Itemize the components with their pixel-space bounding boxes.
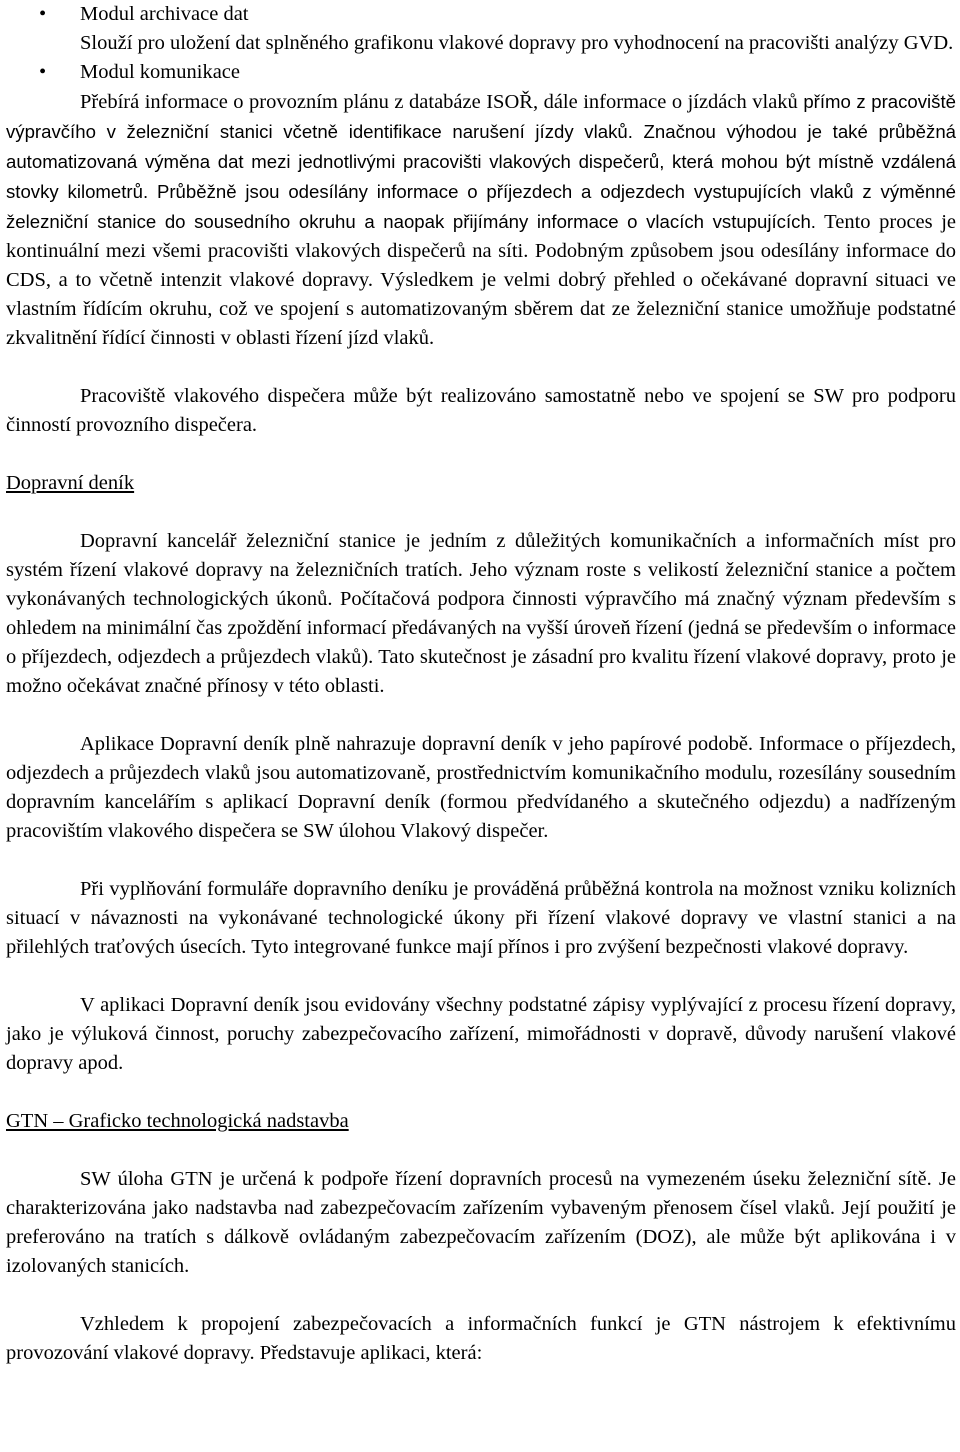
list-item-archive bbox=[6, 0, 956, 29]
section-heading-dopravni-denik: Dopravní deník bbox=[6, 472, 135, 494]
paragraph: SW úloha GTN je určená k podpoře řízení dopravních procesů na vymezeném úseku železniční sítě. Je charakterizována jako nadstavba nad zabezpečovacím zařízením vybaveným přenosem čísel vlaků. Její použití je preferováno na tratích s dálkově ovládaným zabezpečovacím zařízením (DOZ), ale může být aplikována i v izolovaných stanicích. bbox=[6, 1168, 956, 1277]
bullet-icon: • bbox=[39, 61, 47, 83]
list-item-title: Modul komunikace bbox=[80, 61, 240, 83]
paragraph: Dopravní kancelář železniční stanice je jedním z důležitých komunikačních a informačních míst pro systém řízení vlakové dopravy na železničních tratích. Jeho význam roste s velikostí železniční stanice a počtem vykonávaných technologických úkonů. Počítačová podpora činnosti výpravčího má značný význam především s ohledem na minimální čas zpoždění informací předávaných na vyšší úroveň řízení (jedná se především o informace o příjezdech, odjezdech a průjezdech vlaků). Tato skutečnost je zásadní pro kvalitu řízení vlakové dopravy, proto je možno očekávat značné přínosy v této oblasti. bbox=[6, 530, 956, 697]
list-item-title: Modul archivace dat bbox=[80, 3, 249, 25]
dispatcher-note: Pracoviště vlakového dispečera může být realizováno samostatně nebo ve spojení se SW pro podporu činností provozního dispečera. bbox=[6, 385, 956, 436]
communication-description-tail: Tento proces je kontinuální mezi všemi pracovišti vlakových dispečerů na síti. Podobným způsobem jsou odesílány informace do CDS, a to včetně intenzit vlakové dopravy. Výsledkem je velmi dobrý přehled o očekávané dopravní situaci ve vlastním řídícím okruhu, což ve spojení s automatizovaným sběrem dat ze železniční stanice umožňuje podstatné zkvalitnění řídící činnosti v oblasti řízení jízd vlaků. bbox=[6, 211, 956, 349]
paragraph: Při vyplňování formuláře dopravního deníku je prováděná průběžná kontrola na možnost vzniku kolizních situací v návaznosti na vykonávané technologické úkony při řízení vlakové dopravy ve vlastní stanici a na přilehlých traťových úsecích. Tyto integrované funkce mají přínos i pro zvýšení bezpečnosti vlakové dopravy. bbox=[6, 878, 956, 958]
document-page bbox=[6, 0, 956, 1368]
communication-description-serif: Přebírá informace o provozním plánu z databáze ISOŘ, dále informace o jízdách vlaků bbox=[80, 91, 798, 113]
paragraph: Aplikace Dopravní deník plně nahrazuje dopravní deník v jeho papírové podobě. Informace o příjezdech, odjezdech a průjezdech vlaků jsou automatizovaně, prostřednictvím komunikačního modulu, rozesílány sousedním dopravním kancelářím s aplikací Dopravní deník (formou předvídaného a skutečného odjezdu) a nadřízeným pracovištím vlakového dispečera se SW úlohou Vlakový dispečer. bbox=[6, 733, 956, 842]
communication-description bbox=[6, 87, 956, 353]
bullet-icon: • bbox=[39, 3, 47, 25]
list-item-communication bbox=[6, 58, 956, 87]
communication-description-rest: Průběžně jsou odesílány informace o příjezdech a odjezdech vystupujících vlaků z výměnné železniční stanice do sousedního okruhu a naopak přijímány informace o vlacích vstupujících. bbox=[6, 181, 957, 232]
paragraph: V aplikaci Dopravní deník jsou evidovány všechny podstatné zápisy vyplývající z procesu řízení dopravy, jako je výluková činnost, poruchy zabezpečovacího zařízení, mimořádnosti v dopravě, důvody narušení vlakové dopravy apod. bbox=[6, 994, 956, 1074]
section-heading-gtn: GTN – Graficko technologická nadstavba bbox=[6, 1110, 349, 1132]
communication-description-sans: přímo z pracoviště výpravčího v železniční stanici včetně identifikace narušení jízdy vlaků. Značnou výhodou je také průběžná automatizovaná výměna dat mezi jednotlivými pracovišti vlakových dispečerů, která mohou být místně vzdálená stovky kilometrů. bbox=[6, 91, 956, 202]
archive-description: Slouží pro uložení dat splněného grafikonu vlakové dopravy pro vyhodnocení na pracovišti analýzy GVD. bbox=[80, 32, 954, 54]
paragraph: Vzhledem k propojení zabezpečovacích a informačních funkcí je GTN nástrojem k efektivnímu provozování vlakové dopravy. Představuje aplikaci, která: bbox=[6, 1313, 956, 1364]
